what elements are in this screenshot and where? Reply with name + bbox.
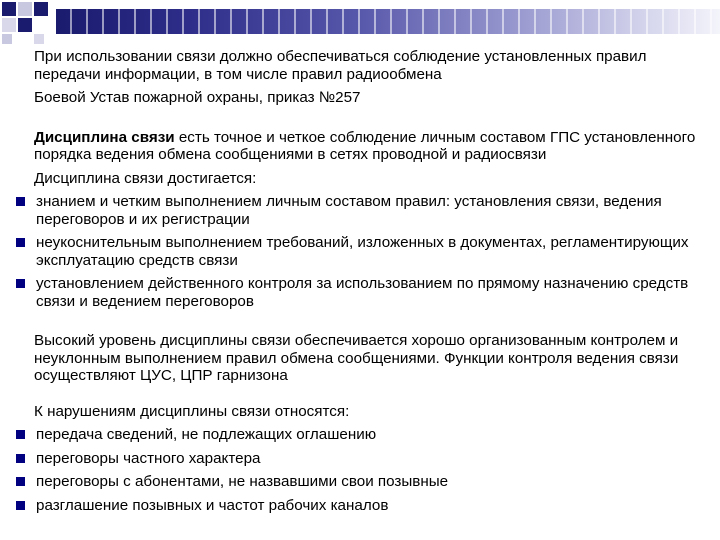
bullet-square-icon [16,501,25,510]
list-item [14,426,704,444]
header-band-stripes [56,9,720,34]
term-discipline: Дисциплина связи [34,128,175,146]
bullet-square-icon [16,279,25,288]
paragraph-high-discipline: Высокий уровень дисциплины связи обеспечивается хорошо организованным контролем и неуклонным выполнением правил обмена сообщениями. Функции контроля ведения связи осуществляют ЦУС, ЦПР гарнизона [34,332,679,384]
list-item [14,234,704,269]
definition-text: есть точное и четкое соблюдение личным составом ГПС установленного порядка ведения обмена сообщениями в сетях проводной и радиосвязи [34,128,696,163]
header-band [56,9,720,34]
list-item-text: неукоснительным выполнением требований, изложенных в документах, регламентирующих эксплуатацию средств связи [36,234,689,269]
bullet-square-icon [16,238,25,247]
bullet-square-icon [16,430,25,439]
bullet-square-icon [16,454,25,463]
list-item-text: переговоры с абонентами, не назвавшими свои позывные [36,473,449,490]
spacer [14,113,704,129]
list-item [14,193,704,228]
list-item-text: передача сведений, не подлежащих оглашению [36,426,377,443]
spacer [14,391,704,403]
list-item-text: разглашение позывных и частот рабочих каналов [36,496,389,514]
bullet-square-icon [16,197,25,206]
spacer [14,316,704,332]
paragraph-discipline-definition [14,129,704,164]
decorative-squares [0,0,60,46]
list-item-text: знанием и четким выполнением личным составом правил: установления связи, ведения переговоров и их регистрации [36,193,662,228]
bullet-square-icon [16,477,25,486]
list-item-text: установлением действенного контроля за использованием по прямому назначению средств связи и ведением переговоров [36,275,689,310]
list-item [14,497,704,515]
list-item [14,275,704,310]
paragraph-regulation-reference: Боевой Устав пожарной охраны, приказ №257 [34,89,361,106]
paragraph-violations-heading: К нарушениям дисциплины связи относятся: [34,402,350,420]
paragraph-communication-rules: При использовании связи должно обеспечиваться соблюдение установленных правил передачи информации, в том числе правил радиообмена [34,48,647,83]
slide-content [14,48,704,520]
list-item [14,450,704,468]
paragraph-achieved-by: Дисциплина связи достигается: [34,169,257,187]
list-item [14,473,704,491]
list-item-text: переговоры частного характера [36,449,261,467]
